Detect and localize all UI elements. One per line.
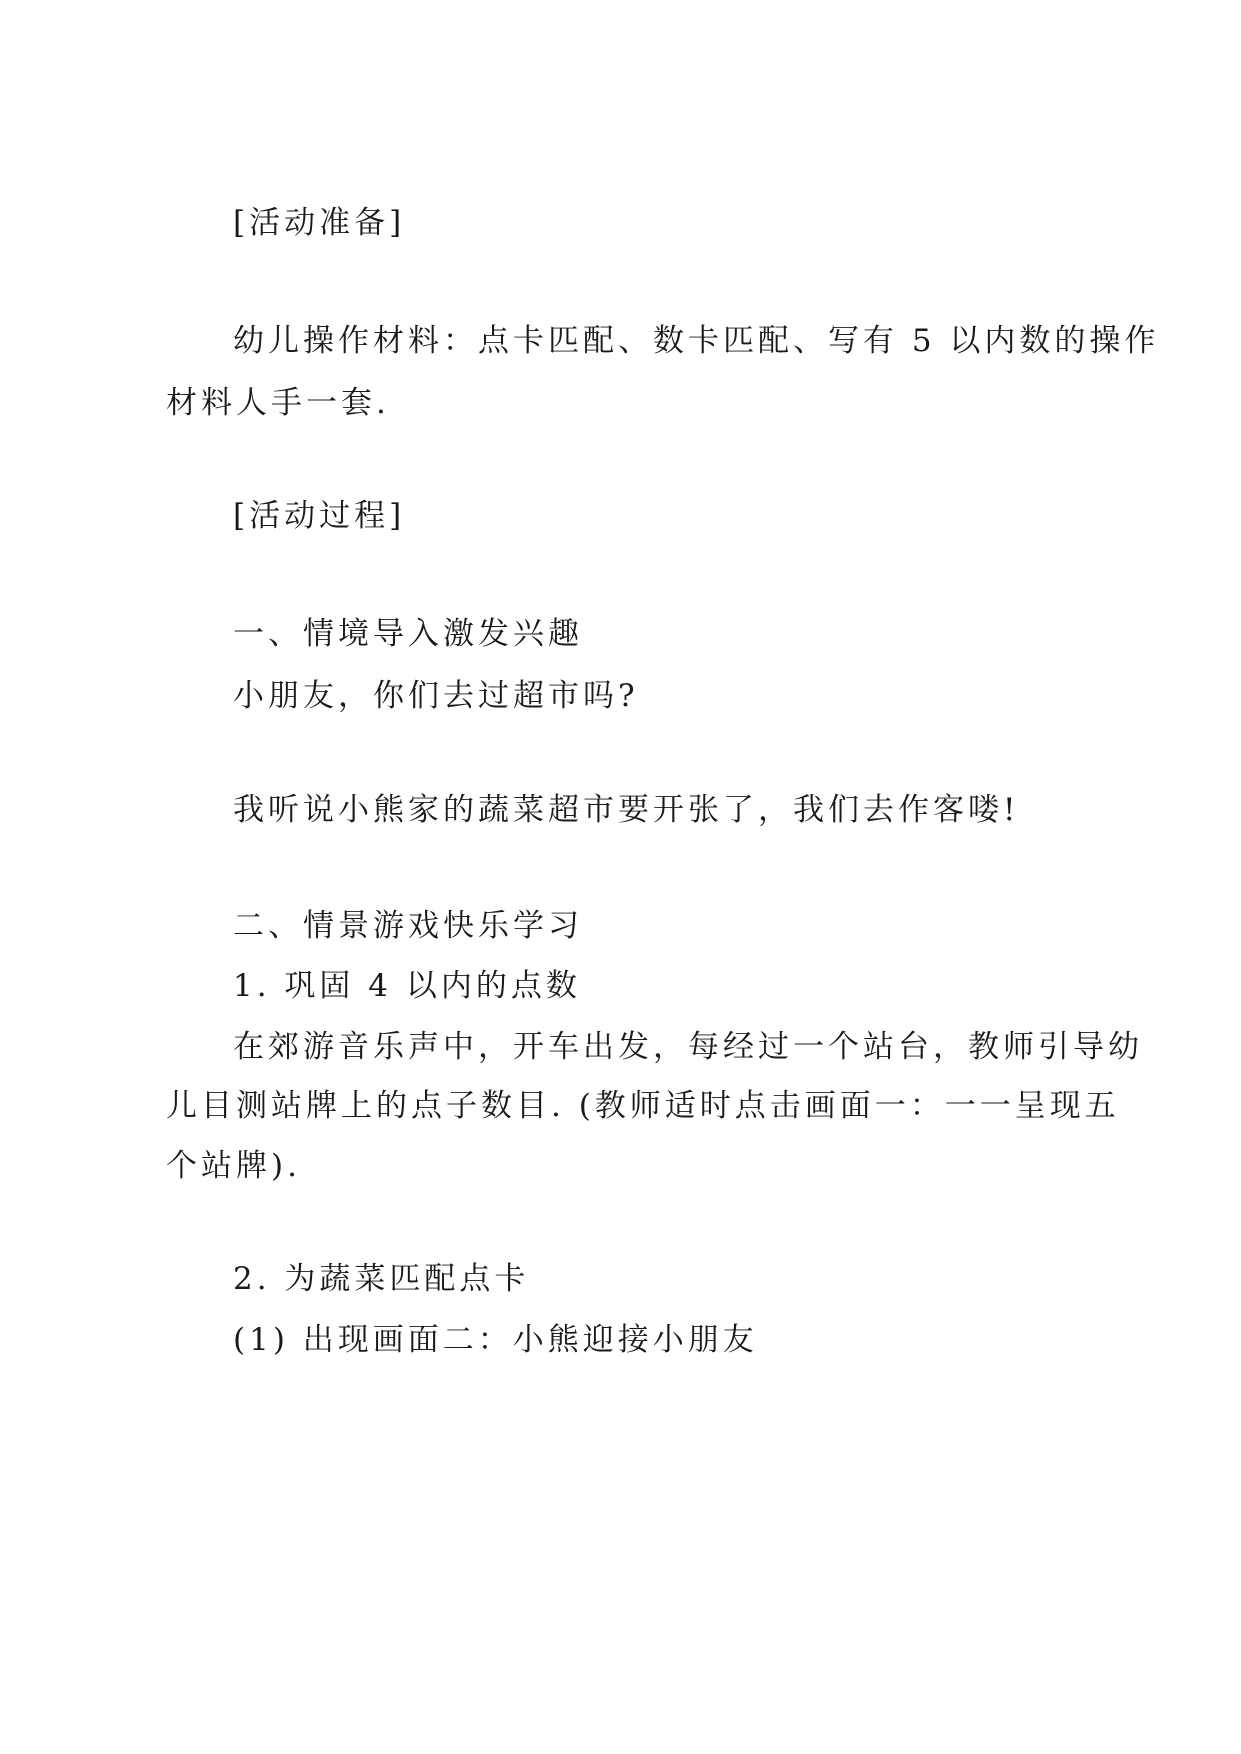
part-one-question-1: 小朋友，你们去过超市吗?	[233, 678, 639, 714]
part-two-title: 二、情景游戏快乐学习	[233, 908, 583, 944]
step-two-title: 2. 为蔬菜匹配点卡	[233, 1261, 530, 1297]
activity-preparation-heading: [活动准备]	[233, 205, 406, 241]
step-two-substep-1: (1) 出现画面二：小熊迎接小朋友	[233, 1322, 758, 1358]
activity-process-heading: [活动过程]	[233, 498, 406, 534]
step-one-line-2: 儿目测站牌上的点子数目. (教师适时点击画面一：一一呈现五	[166, 1088, 1120, 1124]
materials-paragraph-line-2: 材料人手一套.	[166, 385, 390, 421]
part-one-question-2: 我听说小熊家的蔬菜超市要开张了，我们去作客喽!	[233, 792, 1020, 828]
step-one-title: 1. 巩固 4 以内的点数	[233, 968, 581, 1004]
step-one-line-3: 个站牌).	[166, 1148, 301, 1184]
materials-paragraph-line-1: 幼儿操作材料：点卡匹配、数卡匹配、写有 5 以内数的操作	[233, 323, 1160, 359]
part-one-title: 一、情境导入激发兴趣	[233, 616, 583, 652]
step-one-line-1: 在郊游音乐声中，开车出发，每经过一个站台，教师引导幼	[233, 1029, 1143, 1065]
